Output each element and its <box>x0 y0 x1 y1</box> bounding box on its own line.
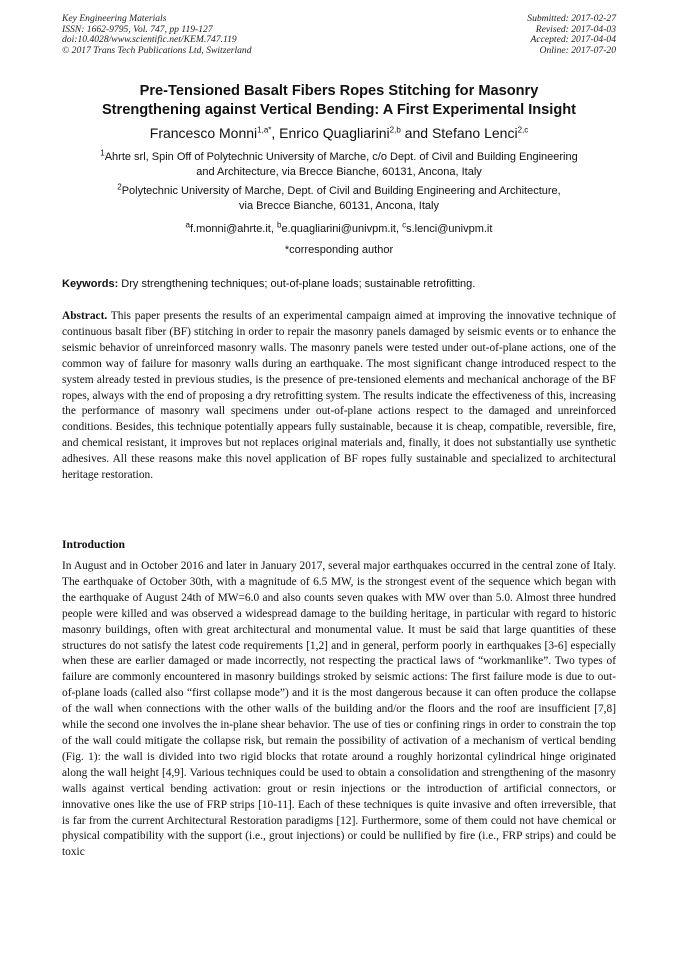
section-heading-introduction: Introduction <box>62 538 125 551</box>
author-separator: , <box>271 125 280 141</box>
affiliation-marker: 1 <box>100 148 105 158</box>
dates-header <box>527 14 616 56</box>
paper-title <box>40 82 638 119</box>
author-name: Enrico Quagliarini <box>279 125 390 141</box>
author-marker: 1,a* <box>257 125 272 135</box>
affiliation-marker: 2 <box>117 182 122 192</box>
submitted-date: Submitted: 2017-02-27 <box>527 13 616 24</box>
accepted-date: Accepted: 2017-04-04 <box>530 34 616 46</box>
introduction-text: In August and in October 2016 and later in January 2017, several major earthquakes occurred in the central zone of Italy. The earthquake of October 30th, with a magnitude of 6.5 MW, is the strongest event of the sequence which began with the earthquake of August 24th of MW=6.0 and also counts seven quakes with MW over than 5.0. Almost three hundred people were killed and was observed a widespread damage to the building heritage, in particular with regard to historic masonry buildings, often with great architectural and monumental value. It must be said that large quantities of these structures do not satisfy the latest code requirements [1,2] and in general, perform poorly in earthquakes [3-6] especially when these are earlier damaged or made incorrectly, not respecting the practical laws of “workmanlike”. Two types of failure are commonly encountered in masonry buildings stroked by seismic actions: The first failure mode is due to out-of-plane loads (called also “first collapse mode”) and it is the most dangerous because it can often produce the collapse of the wall when connections with the other walls of the building and/or the floors and the roof are insufficient [7,8] while the second one involves the in-plane shear behavior. The use of ties or confining rings in order to constrain the top of the wall could mitigate the collapse risk, but remain the possibility of activation of a mechanism of vertical bending (Fig. 1): the wall is divided into two rigid blocks that rotate around a roughly horizontal cylindrical hinge originated along the wall height [4,9]. Various techniques could be used to obtain a consolidation and strengthening of the masonry walls against vertical bending activation: grout or resin injections or the introduction of artificial connectors, or innovative ones like the use of FRP strips [10-11]. Each of these techniques is quite invasive and often irreversible, that is far from the current Architectural Restoration paradigms [12]. Furthermore, some of them could not have chemical or physical compatibility with the support (i.e., grout injections) or could be nullified by fire (i.e., FRP strips) and could be toxic <box>62 560 616 859</box>
email-list <box>40 222 638 236</box>
copyright-line: © 2017 Trans Tech Publications Ltd, Switzerland <box>62 44 252 56</box>
affiliation-1 <box>62 150 616 179</box>
author-marker: 2,c <box>517 125 529 135</box>
author-list <box>40 124 638 142</box>
affiliation-line: via Brecce Bianche, 60131, Ancona, Italy <box>239 199 439 212</box>
affiliation-line: Ahrte srl, Spin Off of Polytechnic University of Marche, c/o Dept. of Civil and Building Engineering <box>104 151 578 163</box>
corresponding-author-note: *corresponding author <box>284 244 394 256</box>
keywords-label: Keywords: <box>62 278 119 290</box>
author-marker: 2,b <box>389 125 401 135</box>
journal-name: Key Engineering Materials <box>62 13 167 24</box>
affiliation-line: Polytechnic University of Marche, Dept. of Civil and Building Engineering and Architecture, <box>121 185 561 197</box>
email-marker: b <box>276 220 282 230</box>
online-date: Online: 2017-07-20 <box>539 44 616 56</box>
keywords <box>62 277 616 291</box>
title-line-2: Strengthening against Vertical Bending: A First Experimental Insight <box>101 101 577 118</box>
abstract-text: This paper presents the results of an experimental campaign aimed at improving the innovative technique of continuous basalt fiber (BF) stitching in order to repair the masonry panels damaged by seismic events or to enhance the seismic behavior of unreinforced masonry walls. The masonry panels were tested under out-of-plane actions, one of the common way of failure for masonry walls during an earthquake. The most significant change introduced respect to the system already tested in previous studies, is the presence of pre-tensioned elements and mechanical anchorage of the BF ropes, always with the end of proposing a dry retrofitting system. The results indicate the effectiveness of this, increasing the performance of masonry wall specimens under out-of-plane actions respect to the damaged and unreinforced conditions. Besides, this technique potentially appears fully sustainable, because it is cheap, compatible, reversible, fire, and chemical resistant, it improves but not replaces original materials and, finally, it does not substantially use synthetic adhesives. All these reasons make this novel application of BF ropes fully sustainable and specialized to architectural heritage restoration. <box>62 310 616 482</box>
email-marker: a <box>185 220 190 230</box>
author-name: Stefano Lenci <box>431 125 518 141</box>
author-name: Francesco Monni <box>149 125 258 141</box>
title-line-1: Pre-Tensioned Basalt Fibers Ropes Stitching for Masonry <box>139 83 539 99</box>
keywords-text: Dry strengthening techniques; out-of-plane loads; sustainable retrofitting. <box>118 278 476 290</box>
journal-header <box>62 14 252 56</box>
email-marker: c <box>402 220 407 230</box>
author-separator: and <box>400 125 432 141</box>
email-address[interactable]: e.quagliarini@univpm.it, <box>281 223 403 235</box>
abstract-label: Abstract. <box>62 310 108 322</box>
revised-date: Revised: 2017-04-03 <box>535 23 616 35</box>
doi-line: doi:10.4028/www.scientific.net/KEM.747.119 <box>62 34 237 46</box>
issn-line: ISSN: 1662-9795, Vol. 747, pp 119-127 <box>62 23 213 35</box>
affiliation-2 <box>62 184 616 213</box>
email-address[interactable]: s.lenci@univpm.it <box>406 223 493 235</box>
email-address[interactable]: f.monni@ahrte.it, <box>190 223 277 235</box>
abstract <box>62 309 616 484</box>
affiliation-line: and Architecture, via Brecce Bianche, 60131, Ancona, Italy <box>196 165 482 178</box>
